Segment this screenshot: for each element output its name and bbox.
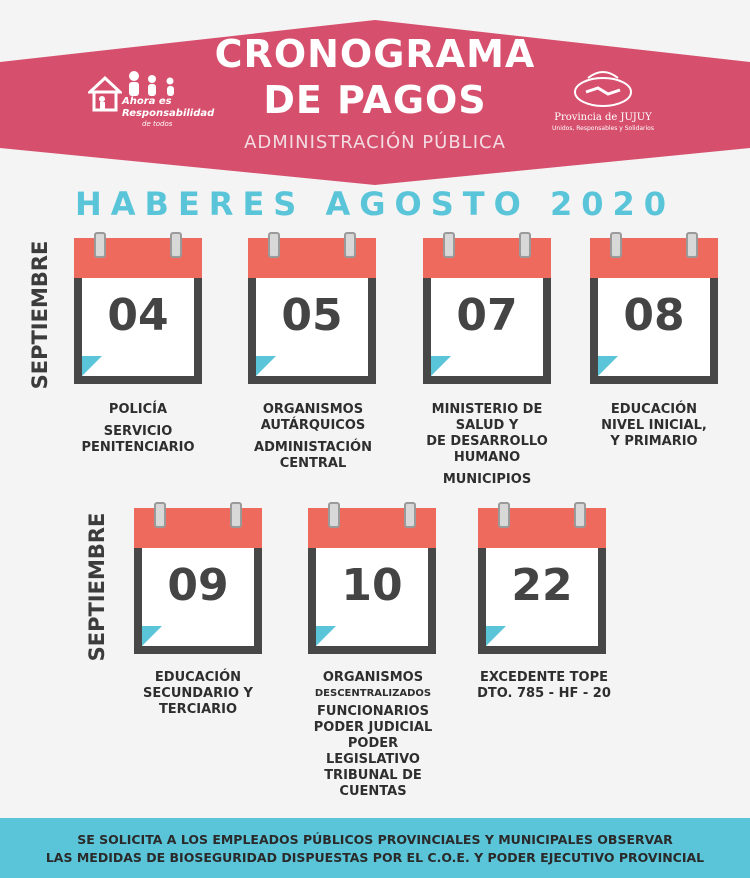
calendar-card [590,232,718,384]
page-subtitle: ADMINISTRACIÓN PÚBLICA [244,132,506,153]
label-line: PENITENCIARIO [81,440,195,455]
sun-handshake-icon [568,68,638,110]
label-line: TRIBUNAL DE [324,768,422,783]
calendar-label [54,402,222,456]
calendar-card [74,232,202,384]
calendar-day: 05 [281,290,343,341]
label-line: POLICÍA [108,402,168,417]
label-line: DTO. 785 - HF - 20 [477,686,611,701]
calendar-label [458,670,630,702]
province-name: Provincia de JUJUY [554,112,652,123]
calendar-label [114,670,282,718]
calendar-day: 08 [623,290,685,341]
label-line: NIVEL INICIAL, [601,418,707,433]
campaign-logo [88,70,215,132]
label-line: EXCEDENTE TOPE [479,670,608,685]
calendar-day: 07 [456,290,518,341]
label-line: EDUCACIÓN [610,402,698,417]
label-line: ADMINISTACIÓN [254,440,372,455]
month-label-row1: SEPTIEMBRE [28,240,52,390]
label-line: FUNCIONARIOS [317,704,429,719]
label-line: DE DESARROLLO [426,434,548,449]
footer-line2: LAS MEDIDAS DE BIOSEGURIDAD DISPUESTAS POR EL C.O.E. Y PODER EJECUTIVO PROVINCIAL [45,850,705,865]
label-line: EDUCACIÓN [154,670,242,685]
label-line: PODER [347,736,399,751]
label-line: SALUD Y [455,418,519,433]
label-line: LEGISLATIVO [326,752,420,767]
calendar-label [576,402,732,450]
calendar-label [402,402,572,488]
calendar-card [423,232,551,384]
province-logo [548,68,658,138]
label-line: Y PRIMARIO [610,434,698,449]
label-line: CENTRAL [279,456,347,471]
logo-text-line3: de todos [142,120,173,128]
calendar-card [478,502,606,654]
label-line: ORGANISMOS [322,670,424,685]
page-title-line2: DE PAGOS [263,78,487,122]
logo-text-line2: Responsabilidad [122,108,215,119]
label-line: MINISTERIO DE [431,402,543,417]
label-line: SERVICIO [103,424,173,439]
family-icon [122,70,192,98]
label-line: SECUNDARIO Y [143,686,253,701]
calendar-day: 04 [107,290,169,341]
label-line: DESCENTRALIZADOS [314,688,432,699]
house-icon [88,74,122,114]
label-line: CUENTAS [339,784,407,799]
logo-text-line1: Ahora es [122,96,172,107]
label-line: HUMANO [453,450,521,465]
footer-notice [0,818,750,878]
calendar-label [288,670,458,800]
label-line: AUTÁRQUICOS [260,418,366,433]
calendar-day: 10 [341,560,403,611]
footer-line1: SE SOLICITA A LOS EMPLEADOS PÚBLICOS PROVINCIALES Y MUNICIPALES OBSERVAR [77,832,673,847]
label-line: PODER JUDICIAL [313,720,433,735]
label-line: ORGANISMOS [262,402,364,417]
calendar-card [134,502,262,654]
section-heading: HABERES AGOSTO 2020 [75,185,675,223]
calendar-day: 09 [167,560,229,611]
page-title: CRONOGRAMA [214,32,536,76]
label-line: TERCIARIO [158,702,238,717]
label-line: MUNICIPIOS [442,472,532,487]
calendar-label [228,402,398,472]
month-label-row2: SEPTIEMBRE [85,512,109,662]
province-motto: Unidos, Responsables y Solidarios [552,125,654,132]
calendar-card [308,502,436,654]
calendar-card [248,232,376,384]
calendar-day: 22 [511,560,573,611]
